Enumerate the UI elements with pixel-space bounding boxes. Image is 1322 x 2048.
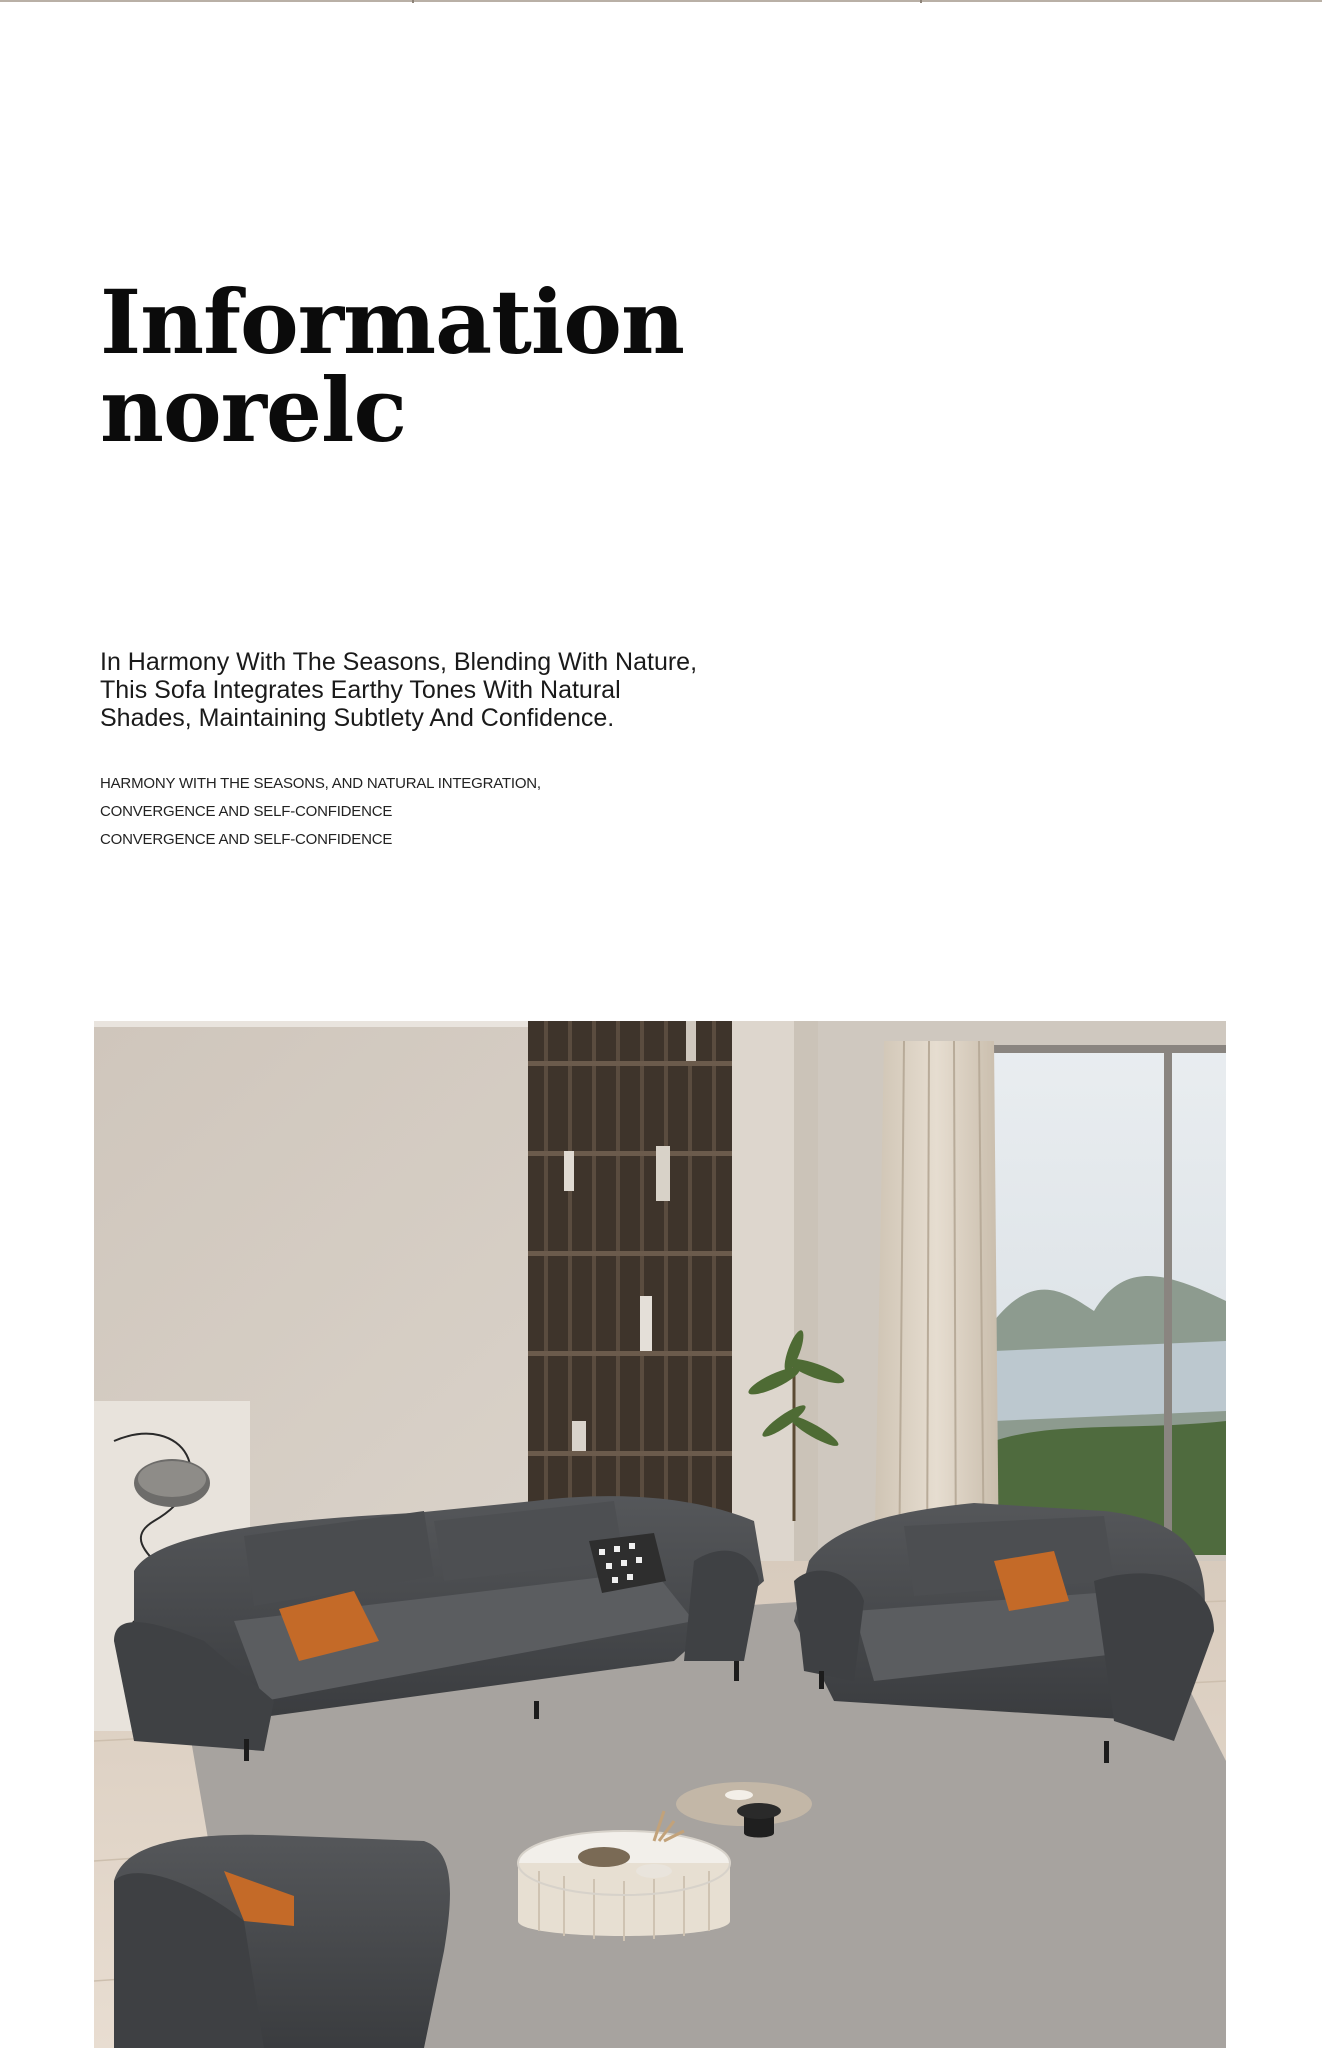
living-room-photo (94, 1021, 1226, 2048)
tagline-line-2: CONVERGENCE AND SELF-CONFIDENCE (100, 803, 393, 820)
divider-tick (920, 0, 922, 3)
title-line-2: norelc (100, 358, 407, 462)
bookshelf (528, 1021, 732, 1521)
intro-line-3: Shades, Maintaining Subtlety And Confidence. (100, 704, 615, 732)
page-title (100, 270, 684, 462)
tagline-line-3: CONVERGENCE AND SELF-CONFIDENCE (100, 831, 393, 848)
title-line-1: Information (100, 270, 684, 374)
top-divider (0, 0, 1322, 2)
tagline-line-1: HARMONY WITH THE SEASONS, AND NATURAL INTEGRATION, (100, 775, 541, 792)
tagline (100, 770, 541, 854)
intro-line-2: This Sofa Integrates Earthy Tones With Natural (100, 676, 621, 704)
divider-tick (412, 0, 414, 3)
intro-line-1: In Harmony With The Seasons, Blending With Nature, (100, 648, 698, 676)
armchair (114, 1835, 450, 2048)
intro-text (100, 648, 740, 732)
